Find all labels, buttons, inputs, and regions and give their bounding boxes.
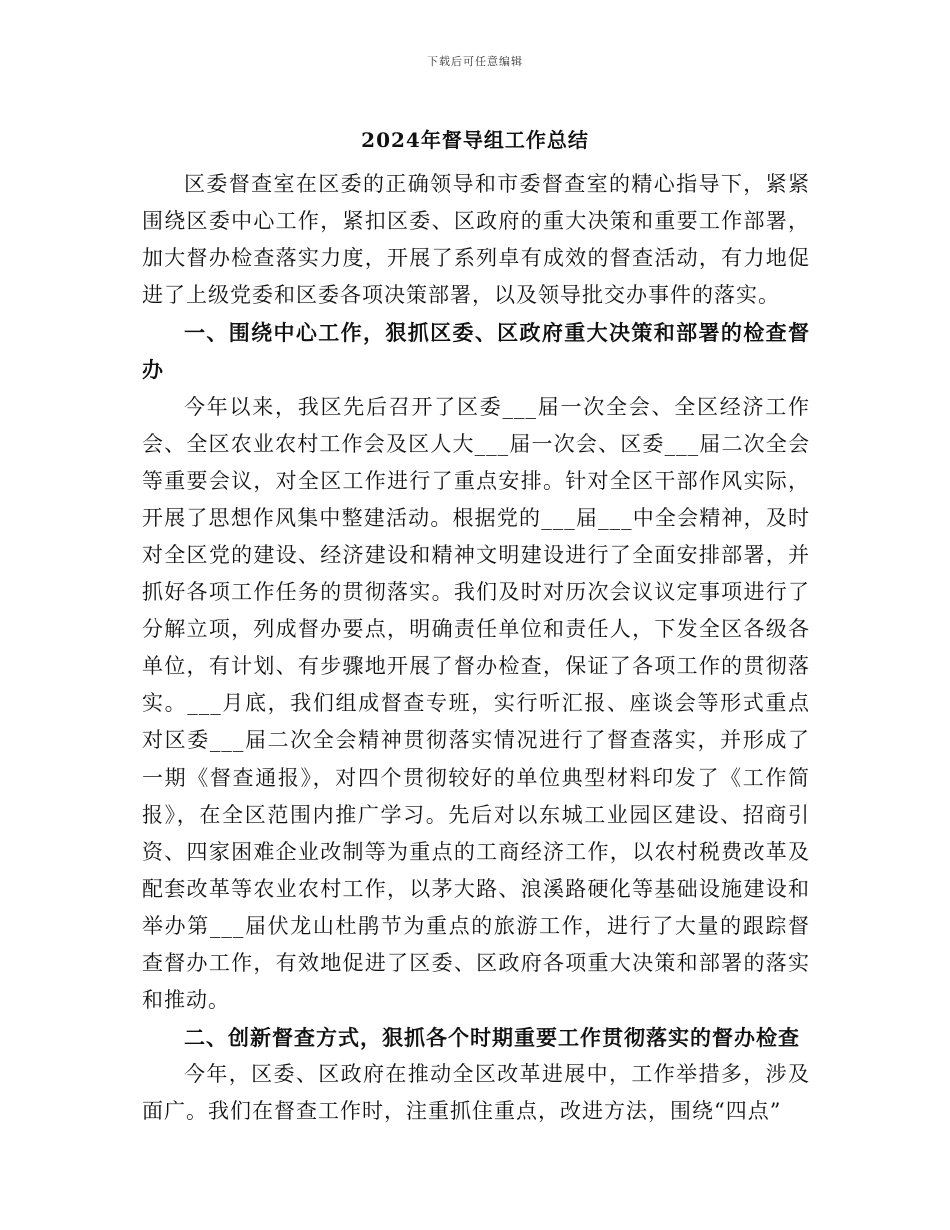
section-heading-2: 二、创新督查方式，狠抓各个时期重要工作贯彻落实的督办检查 [184, 1025, 800, 1051]
intro-paragraph: 区委督查室在区委的正确领导和市委督查室的精心指导下，紧紧围绕区委中心工作，紧扣区委、区政府的重大决策和重要工作部署，加大督办检查落实力度，开展了系列卓有成效的督查活动，有力地促进了上级党委和区委各项决策部署，以及领导批交办事件的落实。 [142, 172, 810, 308]
document-body [142, 166, 810, 1130]
section-2-paragraph: 今年，区委、区政府在推动全区改革进展中，工作举措多，涉及面广。我们在督查工作时，注重抓住重点，改进方法，围绕“四点” [142, 1062, 810, 1124]
section-heading-1: 一、围绕中心工作，狠抓区委、区政府重大决策和部署的检查督办 [142, 320, 810, 383]
document-title: 2024年督导组工作总结 [361, 128, 589, 152]
header-note: 下载后可任意编辑 [427, 55, 523, 68]
section-1-paragraph: 今年以来，我区先后召开了区委___届一次全会、全区经济工作会、全区农业农村工作会及区人大___届一次会、区委___届二次全会等重要会议，对全区工作进行了重点安排。针对全区干部作风实际，开展了思想作风集中整建活动。根据党的___届___中全会精神，及时对全区党的建设、经济建设和精神文明建设进行了全面安排部署，并抓好各项工作任务的贯彻落实。我们及时对历次会议议定事项进行了分解立项，列成督办要点，明确责任单位和责任人，下发全区各级各单位，有计划、有步骤地开展了督办检查，保证了各项工作的贯彻落实。___月底，我们组成督查专班，实行听汇报、座谈会等形式重点对区委___届二次全会精神贯彻落实情况进行了督查落实，并形成了一期《督查通报》，对四个贯彻较好的单位典型材料印发了《工作简报》，在全区范围内推广学习。先后对以东城工业园区建设、招商引资、四家困难企业改制等为重点的工商经济工作，以农村税费改革及配套改革等农业农村工作，以茅大路、浪溪路硬化等基础设施建设和举办第___届伏龙山杜鹃节为重点的旅游工作，进行了大量的跟踪督查督办工作，有效地促进了区委、区政府各项重大决策和部署的落实和推动。 [142, 394, 810, 1013]
